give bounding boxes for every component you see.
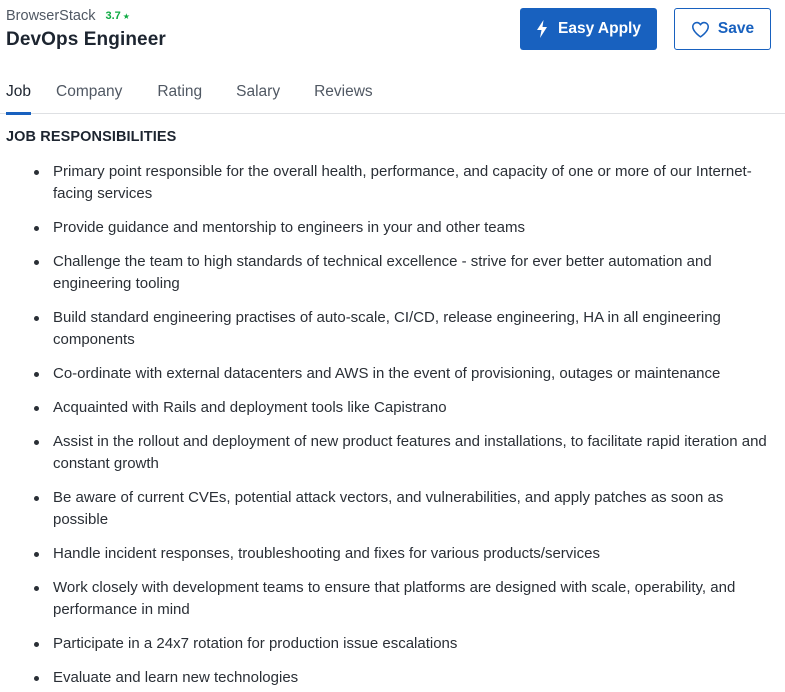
list-item: Primary point responsible for the overall health, performance, and capacity of one or more of our Internet-facing services (34, 161, 774, 205)
list-item: Work closely with development teams to ensure that platforms are designed with scale, operability, and performance in mind (34, 577, 774, 621)
easy-apply-label: Easy Apply (558, 20, 641, 37)
tab-reviews[interactable]: Reviews (314, 83, 373, 100)
rating-value: 3.7 (105, 10, 121, 22)
tab-rating[interactable]: Rating (157, 83, 203, 100)
company-rating (105, 10, 129, 22)
list-item: Be aware of current CVEs, potential attack vectors, and vulnerabilities, and apply patches as soon as possible (34, 487, 774, 531)
star-icon: ★ (122, 11, 130, 21)
tab-company[interactable]: Company (56, 83, 123, 100)
heart-icon (691, 21, 710, 38)
company-name[interactable]: BrowserStack (6, 8, 96, 24)
list-item: Co-ordinate with external datacenters and AWS in the event of provisioning, outages or maintenance (34, 363, 774, 385)
job-header (6, 8, 166, 51)
list-item: Challenge the team to high standards of technical excellence - strive for ever better automation and engineering tooling (34, 251, 774, 295)
save-button[interactable] (674, 8, 771, 50)
list-item: Handle incident responses, troubleshooting and fixes for various products/services (34, 543, 774, 565)
save-label: Save (717, 20, 755, 37)
list-item: Evaluate and learn new technologies (34, 667, 774, 689)
tab-job[interactable]: Job (6, 70, 31, 114)
list-item: Acquainted with Rails and deployment tools like Capistrano (34, 397, 774, 419)
list-item: Build standard engineering practises of auto-scale, CI/CD, release engineering, HA in all engineering components (34, 307, 774, 351)
job-tabs (0, 70, 785, 114)
bolt-icon (536, 20, 548, 38)
list-item: Participate in a 24x7 rotation for production issue escalations (34, 633, 774, 655)
list-item: Assist in the rollout and deployment of new product features and installations, to facilitate rapid iteration and constant growth (34, 431, 774, 475)
list-item: Provide guidance and mentorship to engineers in your and other teams (34, 217, 774, 239)
job-title: DevOps Engineer (6, 29, 166, 50)
easy-apply-button[interactable] (520, 8, 657, 50)
tab-salary[interactable]: Salary (236, 83, 281, 100)
company-line (6, 8, 166, 24)
responsibilities-list (34, 161, 774, 692)
section-title: JOB RESPONSIBILITIES (6, 129, 177, 145)
